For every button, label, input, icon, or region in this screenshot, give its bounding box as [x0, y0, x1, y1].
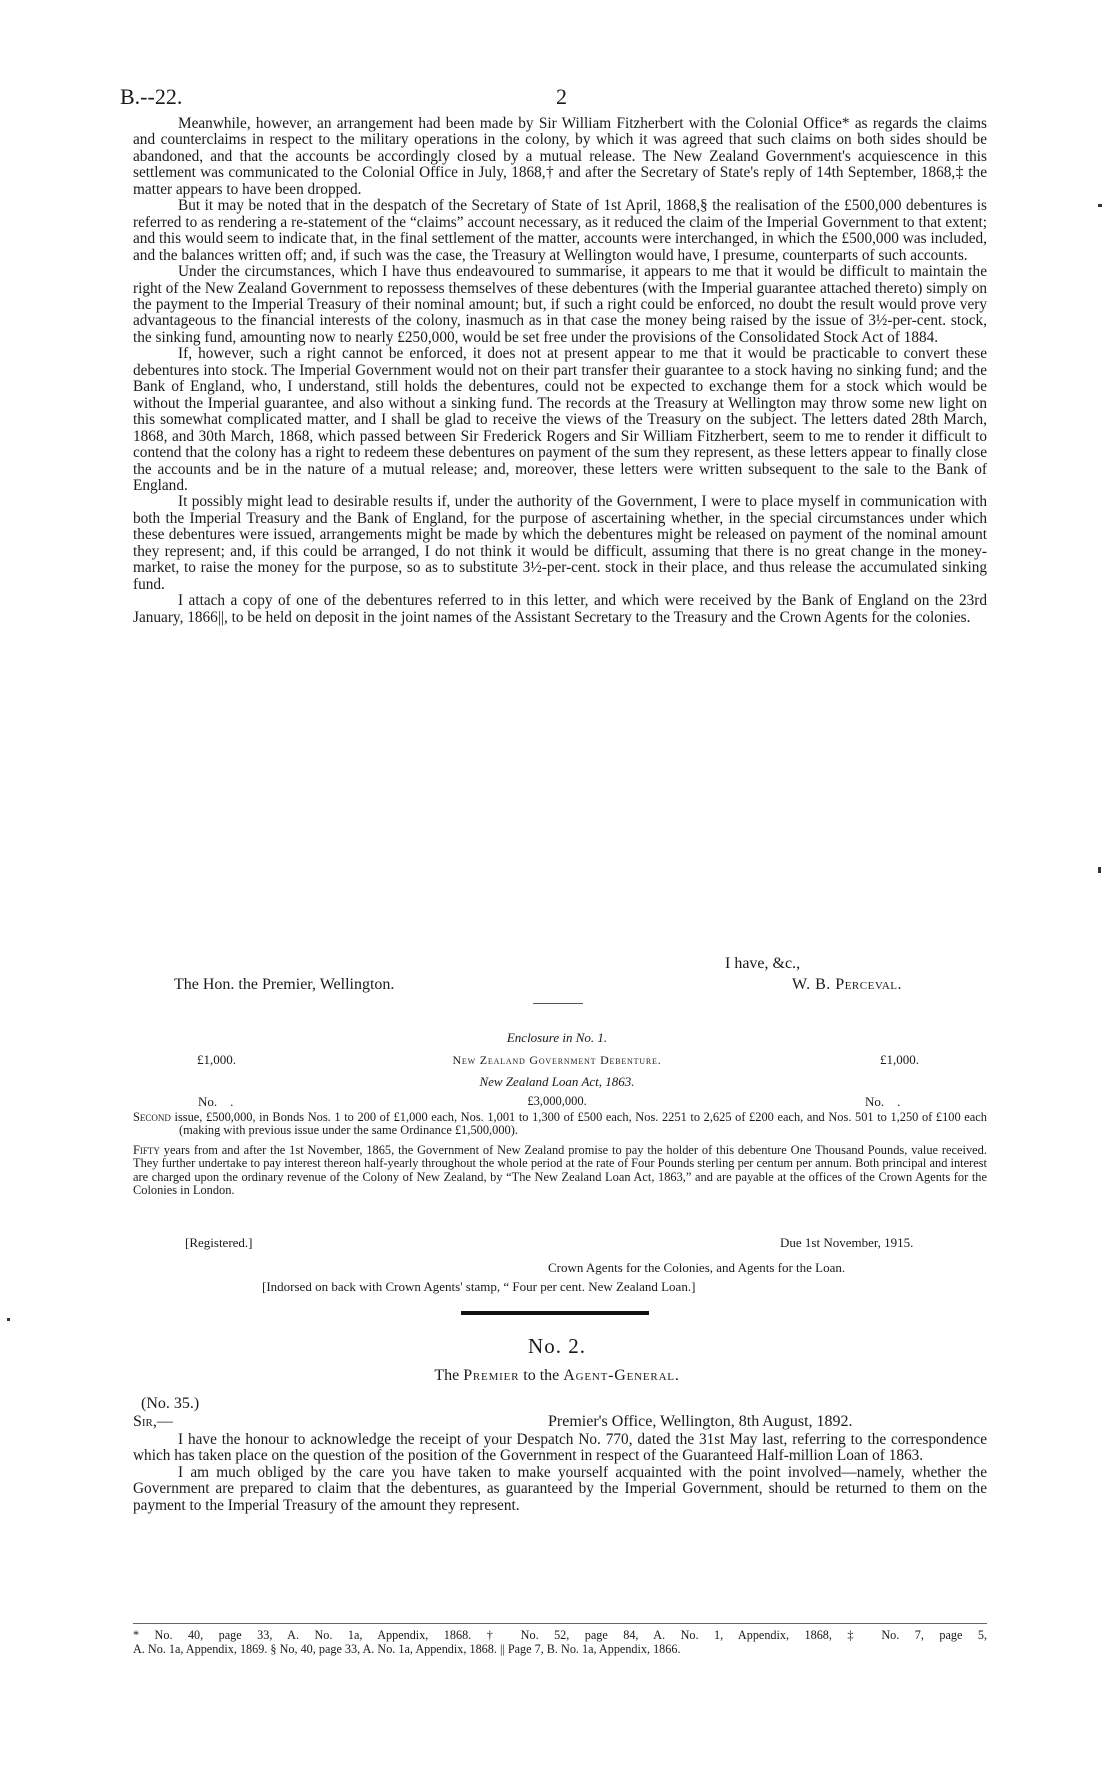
registered-note: [Registered.] — [185, 1235, 253, 1250]
salutation: Sir,— — [133, 1413, 173, 1430]
letter-2-number: No. 2. — [528, 1334, 586, 1358]
place-date: Premier's Office, Wellington, 8th August, 1892. — [548, 1413, 853, 1430]
debenture-heading: New Zealand Government Debenture. — [452, 1053, 662, 1067]
signatory: W. B. Perceval. — [792, 976, 903, 993]
section-code: B.--22. — [120, 84, 183, 109]
letter-2-title: The Premier to the Agent-General. — [434, 1367, 680, 1384]
closing: I have, &c., — [725, 955, 801, 972]
letter-2-body — [133, 1432, 987, 1514]
debenture-amount-right: £1,000. — [880, 1052, 919, 1067]
letter-2-paragraph-1: I have the honour to acknowledge the receipt of your Despatch No. 770, dated the 31st May last, referring to the correspondence which has taken place on the question of the position of the Government in respect of the Guaranteed Half-million Loan of 1863. — [133, 1431, 987, 1465]
due-date: Due 1st November, 1915. — [780, 1235, 914, 1250]
scan-mark — [7, 1318, 10, 1321]
paragraph-4: If, however, such a right cannot be enforced, it does not at present appear to me that it would be practicable to convert these debentures into stock. The Imperial Government would not on their part transfer their guarantee to a stock having no sinking fund; and the Bank of England, who, I understand, still holds the debentures, could not be expected to exchange them for a stock which would be without the Imperial guarantee, and also without a sinking fund. The records at the Treasury at Wellington may throw some new light on this somewhat complicated matter, and I shall be glad to receive the views of the Treasury on the subject. The letters dated 28th March, 1868, and 30th March, 1868, which passed between Sir Frederick Rogers and Sir William Fitzherbert, seem to me to render it difficult to contend that the colony has a right to redeem these debentures on payment of the sum they represent, as these letters appear to finally close the accounts and be in the nature of a mutual release; and, moreover, these letters were written subsequent to the sale to the Bank of England. — [133, 345, 987, 494]
letter-2-paragraph-2: I am much obliged by the care you have taken to make yourself acquainted with the point involved—namely, whether the Government are prepared to claim that the debentures, as guaranteed by the Imperial Government, should be returned to them on the payment to the Imperial Treasury of the amount they represent. — [133, 1463, 987, 1514]
footnote-line-2: A. No. 1a, Appendix, 1869. § No, 40, page 33, A. No. 1a, Appendix, 1868. || Page 7, B. No. 1a, Appendix, 1866. — [133, 1642, 681, 1656]
letter-body — [133, 116, 987, 626]
crown-agents-line: Crown Agents for the Colonies, and Agents for the Loan. — [548, 1260, 846, 1275]
debenture-terms — [133, 1144, 987, 1197]
paragraph-3: Under the circumstances, which I have thus endeavoured to summarise, it appears to me that it would be difficult to maintain the right of the New Zealand Government to repossess themselves of these debentures (with the Imperial guarantee attached thereto) simply on the payment to the Imperial Treasury of their nominal amount; but, if such a right could be enforced, no doubt the result would prove very advantageous to the financial interests of the colony, inasmuch as in that case the money being raised by the issue of 3½-per-cent. stock, the sinking fund, amounting now to nearly £250,000, would be set free under the provisions of the Consolidated Stock Act of 1884. — [133, 263, 987, 346]
paragraph-2: But it may be noted that in the despatch of the Secretary of State of 1st April, 1868,§ the realisation of the £500,000 debentures is referred to as rendering a re-statement of the “claims” account necessary, as it reduced the claim of the Imperial Government to that extent; and this would seem to indicate that, in the final settlement of the matter, accounts were interchanged, in which the £500,000 was included, and the balances written off; and, if such was the case, the Treasury at Wellington would have, I presume, counterparts of such accounts. — [133, 197, 987, 264]
issue-lead: Second — [133, 1110, 171, 1124]
footnote-divider — [133, 1623, 987, 1624]
issue-text: issue, £500,000, in Bonds Nos. 1 to 200 of £1,000 each, Nos. 1,001 to 1,300 of £500 each, Nos. 2251 to 2,625 of £200 each, and Nos. 501 to 1,250 of £100 each (making with previous issue under the same Ordinance £1,500,000). — [174, 1110, 987, 1138]
page-number: 2 — [556, 84, 567, 109]
debenture-total: £3,000,000. — [527, 1094, 587, 1108]
enclosure-title: Enclosure in No. 1. — [506, 1030, 608, 1045]
paragraph-1: Meanwhile, however, an arrangement had been made by Sir William Fitzherbert with the Colonial Office* as regards the claims and counterclaims in respect to the military operations in the colony, by which it was agreed that such claims on both sides should be abandoned, and that the accounts be accordingly closed by a mutual release. The New Zealand Government's acquiescence in this settlement was communicated to the Colonial Office in July, 1868,† and after the Secretary of State's reply of 14th September, 1868,‡ the matter appears to have been dropped. — [133, 115, 987, 198]
debenture-act: New Zealand Loan Act, 1863. — [479, 1074, 635, 1089]
debenture-amount-left: £1,000. — [197, 1052, 236, 1067]
terms-text: years from and after the 1st November, 1865, the Government of New Zealand promise to pay the holder of this debenture One Thousand Pounds, value received. They further undertake to pay interest thereon half-yearly throughout the whole period at the rate of Four Pounds sterling per centum per annum. Both principal and interest are charged upon the ordinary revenue of the Colony of New Zealand, by “The New Zealand Loan Act, 1863,” and are payable at the offices of the Crown Agents for the Colonies in London. — [133, 1143, 987, 1197]
scan-mark — [1098, 867, 1101, 873]
short-divider — [533, 1003, 583, 1004]
paragraph-6: I attach a copy of one of the debentures referred to in this letter, and which were received by the Bank of England on the 23rd January, 1866||, to be held on deposit in the joint names of the Assistant Secretary to the Treasury and the Crown Agents for the colonies. — [133, 592, 987, 626]
scan-mark — [1098, 204, 1102, 207]
debenture-no-left: No. . — [198, 1094, 234, 1109]
indorsement-note: [Indorsed on back with Crown Agents' stamp, “ Four per cent. New Zealand Loan.] — [262, 1279, 696, 1294]
letter-2-reference: (No. 35.) — [141, 1395, 200, 1412]
section-divider — [461, 1311, 649, 1315]
terms-lead: Fifty — [133, 1143, 160, 1157]
paragraph-5: It possibly might lead to desirable results if, under the authority of the Government, I were to place myself in communication with both the Imperial Treasury and the Bank of England, for the purpose of ascertaining whether, in the special circumstances under which these debentures were issued, arrangements might be made by which the debentures might be released on payment of the nominal amount they represent; and, if this could be arranged, I do not think it would be difficult, assuming that there is no great change in the money-market, to raise the money for the purpose, so as to substitute 3½-per-cent. stock in their place, and thus release the accumulated sinking fund. — [133, 493, 987, 593]
footnote-line-1: * No. 40, page 33, A. No. 1a, Appendix, 1868. † No. 52, page 84, A. No. 1, Appendix, 1868, ‡ No. 7, page 5, — [133, 1628, 987, 1642]
debenture-no-right: No. . — [865, 1094, 901, 1109]
addressee: The Hon. the Premier, Wellington. — [174, 976, 395, 993]
debenture-issue — [133, 1111, 987, 1138]
